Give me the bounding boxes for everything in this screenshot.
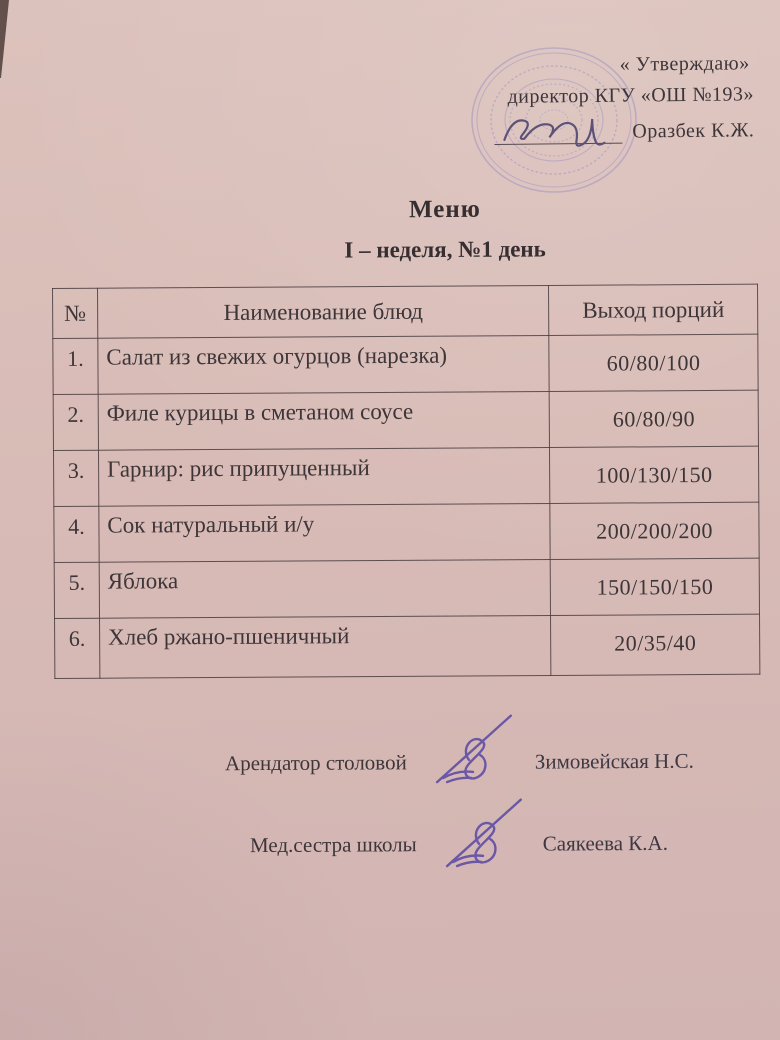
menu-table [52, 284, 760, 679]
director-signature-line [494, 118, 622, 145]
table-row [54, 558, 759, 618]
signer-role: Арендатор столовой [224, 749, 407, 775]
header-num: № [53, 288, 98, 338]
portion-size: 150/150/150 [550, 558, 759, 615]
portion-size: 20/35/40 [551, 614, 760, 675]
row-number: 1. [53, 338, 98, 394]
signature-scribble-icon [439, 824, 531, 864]
table-row [53, 390, 758, 450]
dish-name: Гарнир: рис припущенный [98, 447, 550, 506]
page-title: Меню [408, 195, 481, 224]
row-number: 5. [54, 562, 99, 618]
dish-name: Яблока [99, 559, 551, 618]
signature-scribble-icon [431, 742, 523, 782]
header-portion: Выход порций [549, 284, 758, 335]
approval-label: « Утверждаю» [619, 52, 750, 76]
director-title: директор КГУ «ОШ №193» [507, 83, 755, 108]
row-number: 2. [53, 394, 98, 450]
portion-size: 100/130/150 [550, 446, 759, 503]
row-number: 4. [54, 506, 99, 562]
menu-title-block [110, 194, 780, 265]
table-row [54, 502, 759, 562]
dish-name: Филе курицы в сметаном соусе [98, 391, 550, 450]
portion-size: 60/80/90 [549, 390, 758, 447]
director-signature-icon [500, 101, 618, 150]
approval-block [424, 52, 755, 145]
portion-size: 200/200/200 [550, 502, 759, 559]
table-row [53, 446, 758, 506]
table-row [53, 334, 758, 394]
signature-row-canteen [225, 741, 694, 783]
table-row [55, 614, 760, 678]
signature-row-nurse [250, 823, 668, 865]
paper-corner-shadow [0, 0, 16, 78]
dish-name: Хлеб ржано-пшеничный [99, 615, 551, 678]
signer-name: Саякеева К.А. [542, 830, 669, 856]
table-header-row [53, 284, 758, 338]
row-number: 6. [55, 618, 100, 678]
director-name: Оразбек К.Ж. [632, 119, 755, 143]
row-number: 3. [53, 450, 98, 506]
portion-size: 60/80/100 [549, 334, 758, 391]
page-subtitle: I – неделя, №1 день [344, 236, 546, 263]
dish-name: Салат из свежих огурцов (нарезка) [98, 335, 550, 394]
dish-name: Сок натуральный и/у [99, 503, 551, 562]
signer-name: Зимовейская Н.С. [534, 748, 694, 774]
signer-role: Мед.сестра школы [249, 831, 417, 857]
header-dish: Наименование блюд [97, 285, 549, 338]
